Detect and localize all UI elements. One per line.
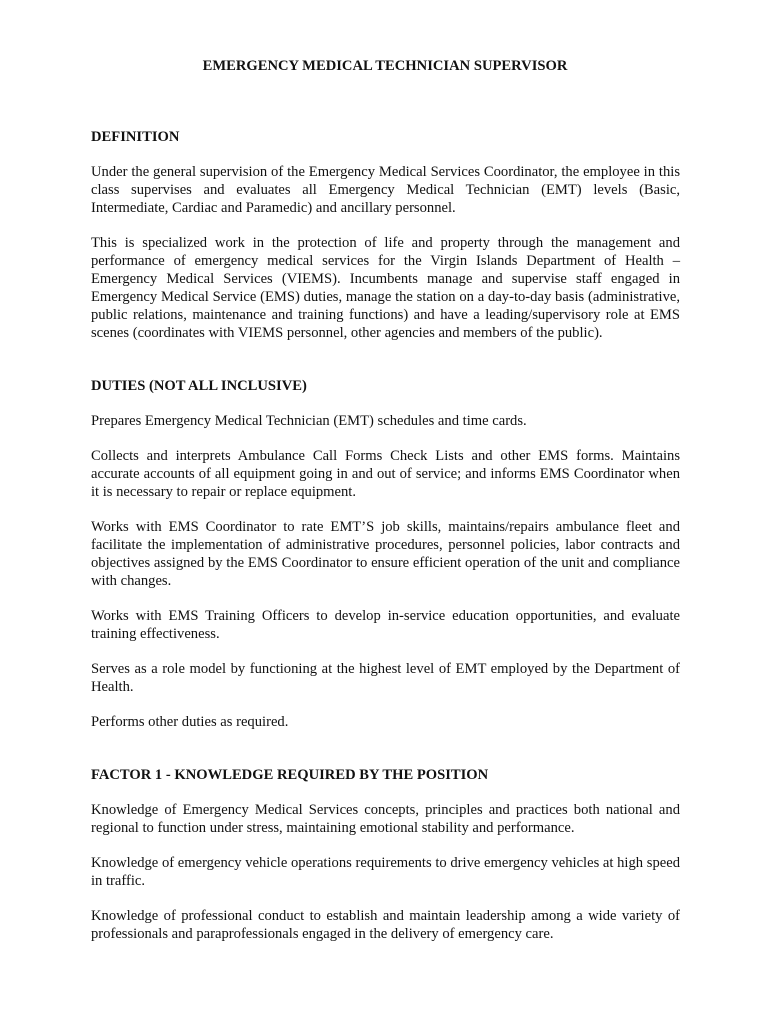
paragraph: Under the general supervision of the Emergency Medical Services Coordinator, the employee in this class supervises and evaluates all Emergency Medical Technician (EMT) levels (Basic, Intermediate, Cardiac and Paramedic) and ancillary personnel. — [91, 164, 680, 216]
paragraph: Serves as a role model by functioning at the highest level of EMT employed by the Department of Health. — [91, 661, 680, 695]
paragraph: Collects and interprets Ambulance Call Forms Check Lists and other EMS forms. Maintains accurate accounts of all equipment going in and out of service; and informs EMS Coordinator when it is necessary to repair or replace equipment. — [91, 448, 680, 500]
paragraph: Knowledge of emergency vehicle operations requirements to drive emergency vehicles at high speed in traffic. — [91, 855, 680, 889]
paragraph: Works with EMS Training Officers to develop in-service education opportunities, and evaluate training effectiveness. — [91, 608, 680, 642]
paragraph: This is specialized work in the protection of life and property through the management and performance of emergency medical services for the Virgin Islands Department of Health – Emergency Medical Services (VIEMS). Incumbents manage and supervise staff engaged in Emergency Medical Service (EMS) duties, manage the station on a day-to-day basis (administrative, public relations, maintenance and training functions) and have a leading/supervisory role at EMS scenes (coordinates with VIEMS personnel, other agencies and members of the public). — [91, 235, 680, 341]
paragraph: Knowledge of Emergency Medical Services concepts, principles and practices both national and regional to function under stress, maintaining emotional stability and performance. — [91, 802, 680, 836]
section-duties — [91, 377, 680, 731]
paragraph: Works with EMS Coordinator to rate EMT’S job skills, maintains/repairs ambulance fleet and facilitate the implementation of administrative procedures, personnel policies, labor contracts and objectives assigned by the EMS Coordinator to ensure efficient operation of the unit and compliance with changes. — [91, 519, 680, 589]
section-heading: FACTOR 1 - KNOWLEDGE REQUIRED BY THE POSITION — [91, 767, 489, 783]
section-factor-1 — [91, 766, 680, 943]
document-title: EMERGENCY MEDICAL TECHNICIAN SUPERVISOR — [202, 58, 568, 74]
section-heading: DEFINITION — [91, 129, 180, 145]
section-definition — [91, 128, 680, 342]
section-heading: DUTIES (NOT ALL INCLUSIVE) — [91, 378, 307, 394]
paragraph: Knowledge of professional conduct to establish and maintain leadership among a wide variety of professionals and paraprofessionals engaged in the delivery of emergency care. — [91, 908, 680, 942]
document-body — [91, 128, 680, 943]
paragraph: Prepares Emergency Medical Technician (EMT) schedules and time cards. — [91, 413, 527, 429]
paragraph: Performs other duties as required. — [91, 714, 289, 730]
